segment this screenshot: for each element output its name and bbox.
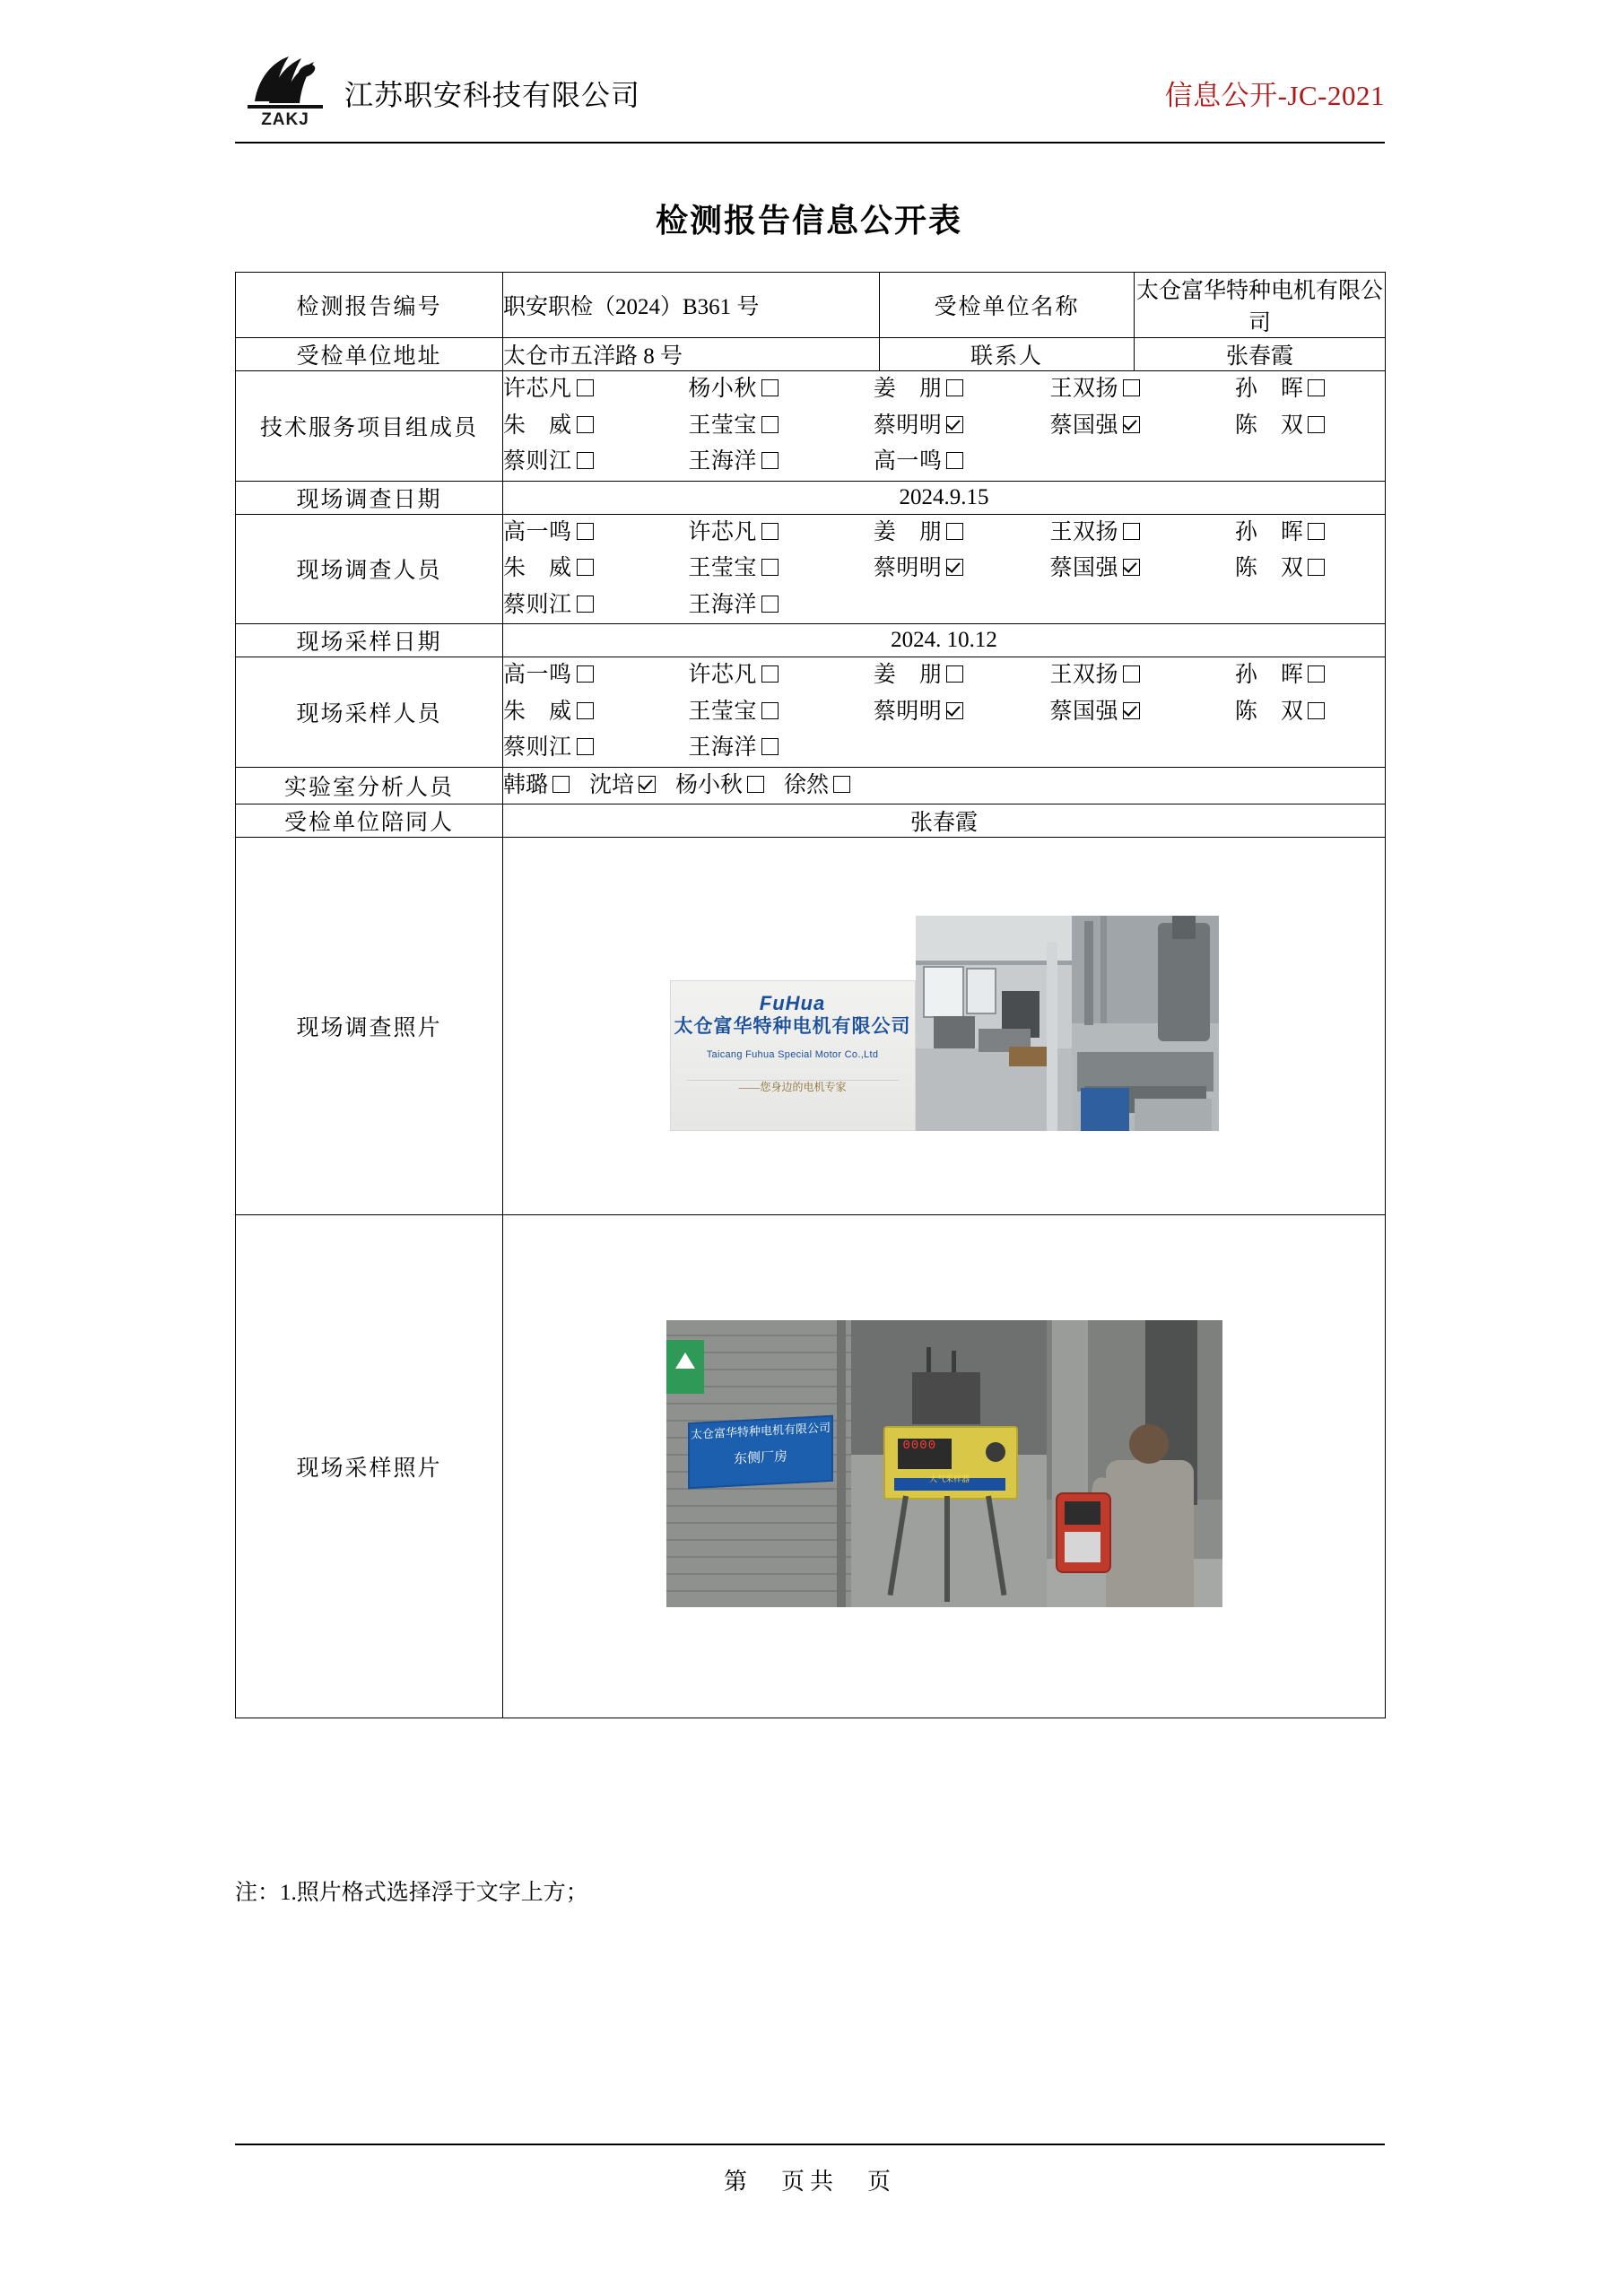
checklist-row	[503, 551, 1385, 587]
plaque-line2: 东侧厂房	[733, 1448, 787, 1467]
checklist-option[interactable]	[1049, 515, 1234, 552]
contact-value: 张春霞	[1135, 338, 1386, 371]
photo-company-sign: FuHua 太仓富华特种电机有限公司 Taicang Fuhua Special Motor Co.,Ltd ——您身边的电机专家	[670, 980, 916, 1131]
checklist-row	[503, 730, 1385, 767]
checklist-option[interactable]	[503, 551, 688, 587]
sampling-date-label: 现场采样日期	[236, 624, 503, 657]
table-row	[236, 804, 1386, 838]
checklist-option[interactable]	[503, 408, 688, 445]
checkbox-icon[interactable]	[761, 559, 779, 576]
team-members-label: 技术服务项目组成员	[236, 371, 503, 482]
table-row	[236, 273, 1386, 338]
footer-divider	[235, 2144, 1385, 2145]
checkbox-icon[interactable]	[1308, 379, 1325, 396]
checklist-row	[503, 515, 1385, 552]
checklist-option[interactable]	[688, 551, 873, 587]
checkbox-icon[interactable]	[577, 596, 594, 613]
logo-icon	[242, 51, 328, 112]
checklist-option-label: 王海洋	[688, 592, 757, 617]
checkbox-icon[interactable]	[747, 776, 764, 793]
checklist-option-label: 高一鸣	[873, 449, 943, 474]
checkbox-icon[interactable]	[761, 738, 779, 755]
checklist-option[interactable]	[1235, 408, 1385, 445]
checkbox-icon[interactable]	[946, 379, 963, 396]
checklist-option[interactable]	[874, 444, 1050, 481]
checklist-option[interactable]	[1049, 694, 1234, 731]
checklist-row	[503, 371, 1385, 408]
company-name: 江苏职安科技有限公司	[344, 79, 641, 111]
checkbox-checked-icon[interactable]	[639, 776, 656, 793]
checklist-option-label: 蔡明明	[873, 413, 943, 438]
client-name-label: 受检单位名称	[880, 273, 1135, 338]
checklist-option[interactable]	[1235, 551, 1385, 587]
checklist-option[interactable]	[688, 444, 873, 481]
header-divider	[235, 142, 1385, 144]
checklist-option[interactable]	[874, 371, 1050, 408]
checkbox-checked-icon[interactable]	[1123, 416, 1140, 433]
sampling-photo-cell	[503, 1215, 1386, 1718]
checklist-option[interactable]	[503, 444, 688, 481]
sampling-date-value: 2024. 10.12	[503, 624, 1386, 657]
checklist-option-label: 蔡国强	[1049, 556, 1118, 580]
checkbox-checked-icon[interactable]	[1123, 559, 1140, 576]
checkbox-icon[interactable]	[761, 416, 779, 433]
checklist-option[interactable]	[874, 694, 1050, 731]
table-row	[236, 838, 1386, 1215]
checkbox-checked-icon[interactable]	[946, 702, 963, 719]
checklist-option[interactable]	[784, 768, 850, 804]
survey-date-value: 2024.9.15	[503, 481, 1386, 514]
checklist-option-label: 王双扬	[1049, 663, 1118, 687]
checklist-option-label: 沈培	[589, 772, 635, 797]
page-number: 第 页共 页	[723, 2169, 896, 2195]
checkbox-icon[interactable]	[761, 596, 779, 613]
checkbox-checked-icon[interactable]	[1123, 702, 1140, 719]
checklist-option-label: 杨小秋	[675, 772, 744, 797]
sign-brand-text: FuHua	[759, 991, 826, 1014]
checklist-option[interactable]	[688, 408, 873, 445]
checklist-option[interactable]	[503, 371, 688, 408]
survey-staff-checklist[interactable]	[503, 514, 1386, 624]
checkbox-checked-icon[interactable]	[946, 416, 963, 433]
checklist-option-label: 蔡则江	[503, 449, 572, 474]
team-members-checklist[interactable]	[503, 371, 1386, 482]
photo-plaque-wall	[666, 1320, 851, 1607]
survey-staff-label: 现场调查人员	[236, 514, 503, 624]
table-row	[236, 1215, 1386, 1718]
checklist-row	[503, 444, 1385, 481]
logo-text: ZAKJ	[261, 110, 309, 129]
checkbox-icon[interactable]	[1123, 665, 1140, 683]
checklist-option[interactable]	[503, 730, 688, 767]
client-address-value: 太仓市五洋路 8 号	[503, 338, 880, 371]
checkbox-icon[interactable]	[761, 665, 779, 683]
checkbox-icon[interactable]	[577, 559, 594, 576]
sampling-photo-label: 现场采样照片	[236, 1215, 503, 1718]
checkbox-icon[interactable]	[761, 702, 779, 719]
checklist-row	[503, 768, 1385, 804]
survey-photo-strip	[670, 916, 1219, 1131]
checkbox-icon[interactable]	[577, 665, 594, 683]
checkbox-icon[interactable]	[761, 379, 779, 396]
checkbox-icon[interactable]	[1123, 379, 1140, 396]
checklist-option-label: 王海洋	[688, 735, 757, 760]
checklist-option-label: 蔡国强	[1049, 413, 1118, 438]
report-info-table	[235, 272, 1386, 1718]
report-no-value: 职安职检（2024）B361 号	[503, 273, 880, 338]
client-address-label: 受检单位地址	[236, 338, 503, 371]
checkbox-icon[interactable]	[761, 523, 779, 540]
checklist-option-label: 姜 朋	[873, 663, 943, 687]
checklist-option-label: 姜 朋	[873, 519, 943, 544]
checklist-option-label: 王海洋	[688, 449, 757, 474]
checklist-option[interactable]	[688, 657, 873, 694]
checklist-option[interactable]	[688, 515, 873, 552]
table-row	[236, 514, 1386, 624]
checklist-option-label: 蔡明明	[873, 556, 943, 580]
photo-workshop	[916, 916, 1072, 1131]
checklist-option[interactable]	[1049, 371, 1234, 408]
checkbox-icon[interactable]	[577, 738, 594, 755]
table-row	[236, 657, 1386, 768]
checklist-option-label: 王双扬	[1049, 519, 1118, 544]
checklist-option[interactable]	[688, 371, 873, 408]
survey-photo-label: 现场调查照片	[236, 838, 503, 1215]
plaque-line1: 太仓富华特种电机有限公司	[690, 1420, 831, 1441]
checklist-option-label: 孙 晖	[1234, 519, 1304, 544]
checklist-option-label: 徐然	[784, 772, 830, 797]
sampling-staff-label: 现场采样人员	[236, 657, 503, 768]
checkbox-icon[interactable]	[577, 416, 594, 433]
table-row	[236, 481, 1386, 514]
checklist-option-label: 许芯凡	[503, 377, 572, 401]
checkbox-icon[interactable]	[1308, 559, 1325, 576]
checklist-option[interactable]	[503, 657, 688, 694]
checklist-row	[503, 587, 1385, 624]
checklist-option[interactable]	[503, 515, 688, 552]
checklist-row	[503, 657, 1385, 694]
checkbox-icon[interactable]	[577, 452, 594, 469]
photo-air-sampler: 0000 大气采样器	[851, 1320, 1047, 1607]
checklist-option[interactable]	[688, 730, 873, 767]
checklist-option[interactable]	[1049, 657, 1234, 694]
table-row	[236, 767, 1386, 804]
checklist-option-label: 姜 朋	[873, 377, 943, 401]
checkbox-checked-icon[interactable]	[946, 559, 963, 576]
checklist-option-label: 王莹宝	[688, 699, 757, 724]
checklist-option-label: 杨小秋	[688, 377, 757, 401]
checklist-option-label: 韩璐	[503, 772, 549, 797]
checklist-option-label: 高一鸣	[503, 519, 572, 544]
contact-label: 联系人	[880, 338, 1135, 371]
checklist-option-label: 孙 晖	[1234, 377, 1304, 401]
checklist-row	[503, 408, 1385, 445]
checklist-option-label: 王莹宝	[688, 413, 757, 438]
checkbox-icon[interactable]	[761, 452, 779, 469]
photo-worker-measuring	[1047, 1320, 1222, 1607]
checklist-option-label: 朱 威	[503, 699, 572, 724]
checklist-option-label: 陈 双	[1234, 699, 1304, 724]
checkbox-icon[interactable]	[1308, 702, 1325, 719]
checklist-option[interactable]	[1235, 657, 1385, 694]
checklist-option[interactable]	[1235, 694, 1385, 731]
checklist-option-label: 陈 双	[1234, 413, 1304, 438]
checkbox-icon[interactable]	[577, 379, 594, 396]
checklist-option-label: 许芯凡	[688, 663, 757, 687]
checklist-option-label: 蔡则江	[503, 735, 572, 760]
escort-value: 张春霞	[503, 804, 1386, 838]
table-row	[236, 338, 1386, 371]
checklist-option[interactable]	[503, 587, 688, 624]
checklist-option-label: 朱 威	[503, 413, 572, 438]
checklist-option[interactable]	[503, 768, 570, 804]
checkbox-icon[interactable]	[1123, 523, 1140, 540]
checkbox-icon[interactable]	[1308, 665, 1325, 683]
checkbox-icon[interactable]	[946, 452, 963, 469]
checklist-option[interactable]	[1049, 408, 1234, 445]
checklist-option-label: 蔡则江	[503, 592, 572, 617]
checklist-option-label: 高一鸣	[503, 663, 572, 687]
checklist-option[interactable]	[688, 587, 873, 624]
exit-sign-icon	[666, 1340, 704, 1394]
document-code: 信息公开-JC-2021	[1164, 80, 1385, 111]
company-logo	[235, 49, 339, 135]
photo-equipment	[1072, 916, 1219, 1131]
checklist-option-label: 王双扬	[1049, 377, 1118, 401]
checklist-option[interactable]	[1235, 515, 1385, 552]
checklist-option-label: 朱 威	[503, 556, 572, 580]
checklist-option[interactable]	[503, 694, 688, 731]
checklist-option[interactable]	[1235, 371, 1385, 408]
checklist-option[interactable]	[874, 551, 1050, 587]
checkbox-icon[interactable]	[577, 523, 594, 540]
checklist-option[interactable]	[874, 515, 1050, 552]
checklist-option[interactable]	[874, 408, 1050, 445]
page-title: 检测报告信息公开表	[655, 203, 962, 239]
checkbox-icon[interactable]	[577, 702, 594, 719]
table-row	[236, 371, 1386, 482]
checklist-option[interactable]	[688, 694, 873, 731]
checklist-option-label: 蔡国强	[1049, 699, 1118, 724]
checkbox-icon[interactable]	[833, 776, 850, 793]
document-header	[235, 49, 1385, 135]
sampling-photo-strip	[666, 1320, 1222, 1607]
checkbox-icon[interactable]	[1308, 523, 1325, 540]
checklist-option[interactable]	[1049, 551, 1234, 587]
checklist-option[interactable]	[874, 657, 1050, 694]
checklist-option-label: 许芯凡	[688, 519, 757, 544]
checkbox-icon[interactable]	[946, 665, 963, 683]
survey-photo-cell	[503, 838, 1386, 1215]
checkbox-icon[interactable]	[552, 776, 570, 793]
checklist-row	[503, 694, 1385, 731]
lab-staff-checklist[interactable]	[503, 767, 1386, 804]
report-no-label: 检测报告编号	[236, 273, 503, 338]
client-name-value: 太仓富华特种电机有限公司	[1135, 273, 1386, 338]
checkbox-icon[interactable]	[946, 523, 963, 540]
checkbox-icon[interactable]	[1308, 416, 1325, 433]
table-row	[236, 624, 1386, 657]
checklist-option-label: 陈 双	[1234, 556, 1304, 580]
footnote: 注：1.照片格式选择浮于文字上方；	[235, 1881, 588, 1905]
sampling-staff-checklist[interactable]	[503, 657, 1386, 768]
checklist-option-label: 王莹宝	[688, 556, 757, 580]
checklist-option[interactable]	[675, 768, 764, 804]
escort-label: 受检单位陪同人	[236, 804, 503, 838]
survey-date-label: 现场调查日期	[236, 481, 503, 514]
checklist-option[interactable]	[589, 768, 656, 804]
checklist-option-label: 孙 晖	[1234, 663, 1304, 687]
checklist-option-label: 蔡明明	[873, 699, 943, 724]
lab-staff-label: 实验室分析人员	[236, 767, 503, 804]
